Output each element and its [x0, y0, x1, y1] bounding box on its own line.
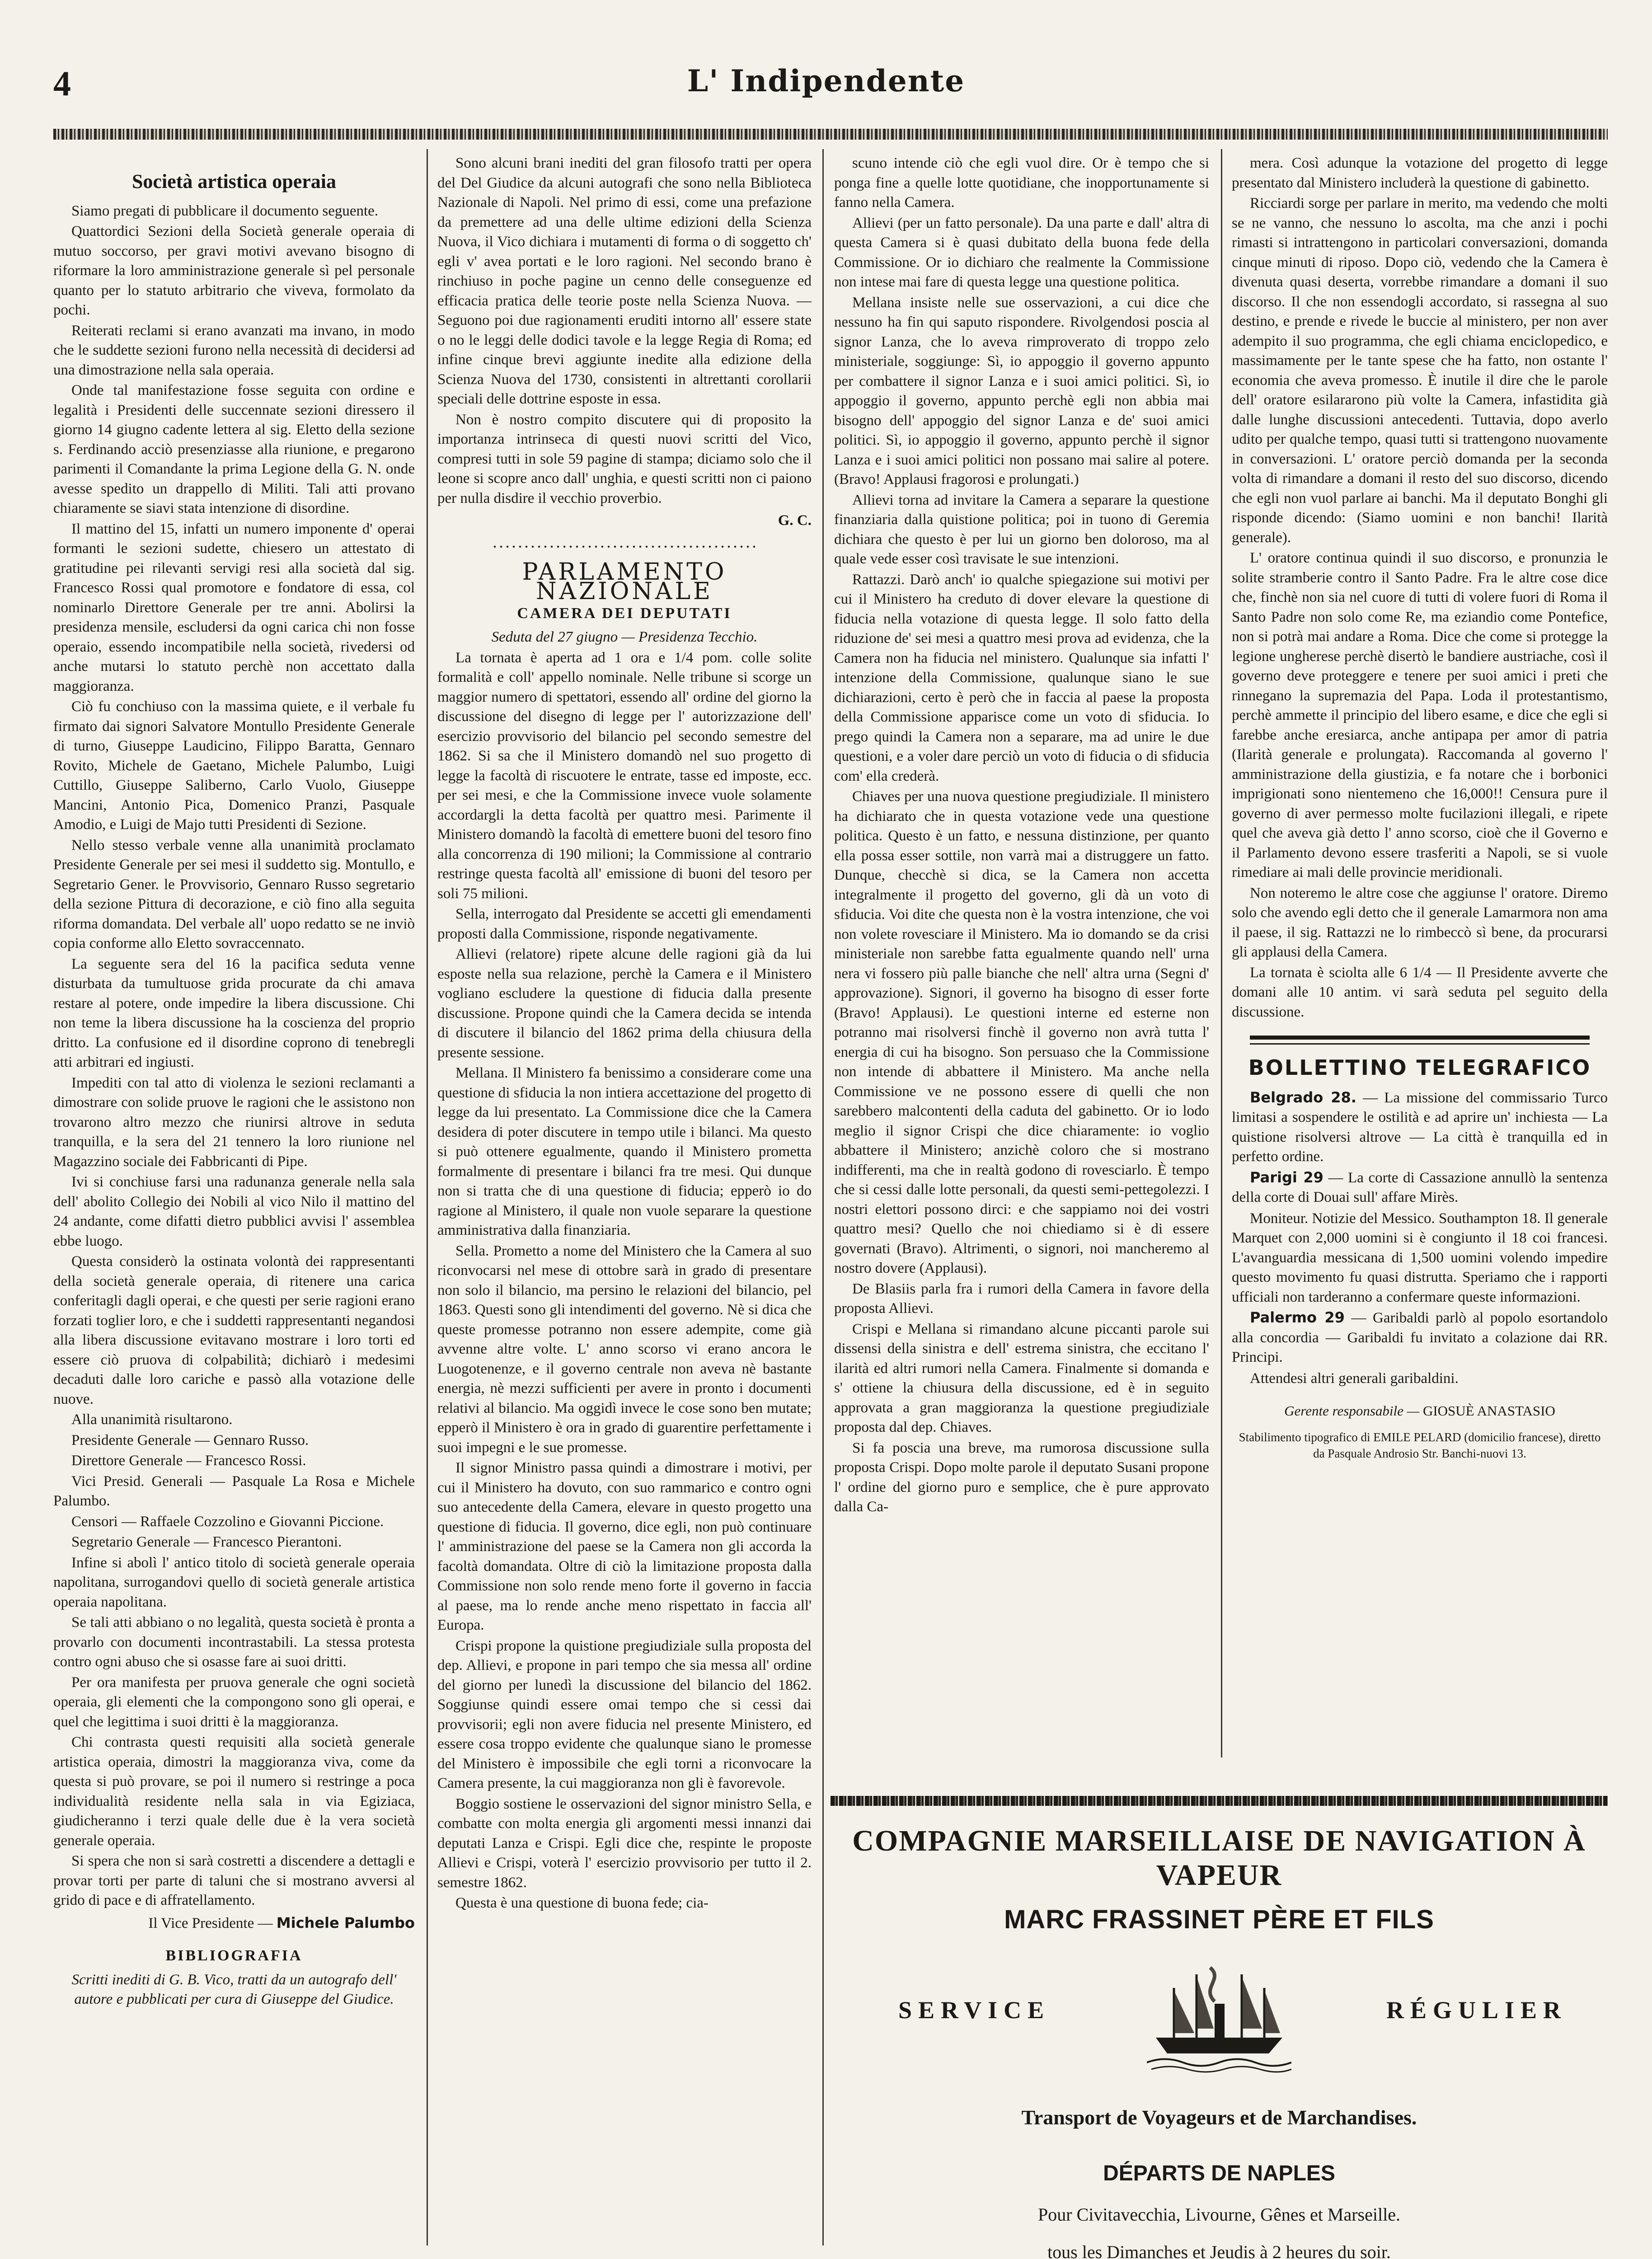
paragraph: Il mattino del 15, infatti un numero imponente d' operai formanti le sezioni sudette, chiesero un attestato di gratitudine pei rilevanti servigi resi alla società dal sig. Francesco Rossi qual promotore e fondatore di essa, col nominarlo Direttore Generale per tre anni. Abolirsi la presidenza mensile, escludersi da ogni carica chi non fosse operaio, essendo incompatibile nella società, rivedersi od anche mutarsi lo statuto perchè non accettato dalla maggioranza.: [53, 520, 415, 694]
article-title: Società artistica operaia: [131, 170, 337, 192]
column-2: [437, 154, 812, 2259]
paragraph: Onde tal manifestazione fosse seguita con ordine e legalità i Presidenti delle succennate sezioni diressero il giorno 14 giugno cadente lettera al sig. Eletto della sezione s. Ferdinando acciò presenziasse alla riunione, e pregarono parimenti il Comandante la prima Legione della G. N. onde avesse spedito un drappello di Militi. Tali atti provano chiaramente se siavi stata intenzione di disordine.: [53, 382, 415, 516]
ornament-separator: [492, 544, 757, 550]
paragraph: Reiterati reclami si erano avanzati ma invano, in modo che le suddette sezioni furono nella necessità di decidersi ad una dimostrazione nella sala operaia.: [53, 322, 415, 378]
paragraph: Si fa poscia una breve, ma rumorosa discussione sulla proposta Crispi. Dopo molte parole il deputato Susani propone l' ordine del giorno puro e semplice, che è pure approvato dalla Ca-: [834, 1439, 1209, 1515]
telegram-item: [1232, 1088, 1608, 1167]
article-body: [53, 202, 415, 1911]
paragraph: Non è nostro compito discutere qui di proposito la importanza intrinseca di questi nuovi scritti del Vico, compresi tutti in sole 59 pagine di stampa; diciamo solo che il leone si scopre anco dall' unghia, e questi scritti non ci paiono per nulla disdire il vecchio proverbio.: [437, 411, 812, 506]
telegram-list: [1232, 1088, 1608, 1389]
paragraph: Ivi si conchiuse farsi una radunanza generale nella sala dell' abolito Collegio dei Nobili al vico Nilo il mattino del 24 andante, come difatti dietro pubblici avvisi l' assemblea ebbe luogo.: [53, 1174, 415, 1249]
paragraph: Rattazzi. Darò anch' io qualche spiegazione sui motivi per cui il Ministero ha creduto di dover elevare la questione di fiducia nella votazione di questa legge. Il solo fatto della riduzione de' sei mesi a quattro mesi prova ad evidenza, che la Camera non ha fiducia nel ministero. Qualunque sia infatti l' intenzione della Commissione, qualunque siano le sue dichiarazioni, certo è però che in faccia al paese la proposta della Commissione apparisce come un voto di sfiducia. Io prego quindi la Camera non a separare, ma ad unire le due questioni, e a voler dare perciò un voto di fiducia o di sfiducia com' ella crederà.: [834, 571, 1209, 784]
paragraph: Questa considerò la ostinata volontà dei rappresentanti della società generale operaia, di ritenere una carica conferitagli dagli operai, e che questi per serie ragioni erano forzati toglier loro, e che i suddetti rappresentanti negandosi alla libera discussione evitavano mostrare i loro torti ed essere ciò pruova di colpabilità; dichiarò i medesimi decaduti dalle loro cariche e passò alla votazione delle nuove.: [53, 1253, 415, 1407]
chamber-heading: CAMERA DEI DEPUTATI: [517, 605, 732, 622]
telegram-item: [1232, 1369, 1608, 1389]
gerente-label: Gerente responsabile —: [1284, 1403, 1420, 1419]
paragraph: Mellana. Il Ministero fa benissimo a considerare come una questione di sfiducia la non intiera accettazione del progetto di legge da lui presentato. La Commissione dice che la Camera desidera di poter discutere in tempo utile i bilanci. Ma questo si può ottenere egualmente, quando il Ministero prometta formalmente di presentare i bilanci fra tre mesi. Qui dunque non si tratta che di una questione di fiducia; epperò io do ragione al Ministero, il quale non vuole separare la questione amministrativa dalla finanziaria.: [437, 1065, 812, 1238]
paragraph: Il signor Ministro passa quindi a dimostrare i motivi, per cui il Ministero ha dovuto, con suo rammarico e contro ogni suo antecedente della Camera, elevare in questo progetto una questione di fiducia. Il governo, dice egli, non può continuare l' amministrazione del paese se la Camera non gli accorda la facoltà domandata. Oltre di ciò la limitazione proposta dalla Commissione non solo rende meno forte il governo in faccia al paese, ma lo rende anche meno rispettato in faccia all' Europa.: [437, 1460, 812, 1633]
bulletin-rule-thick: [1250, 1036, 1590, 1040]
telegram-text: Attendesi altri generali garibaldini.: [1250, 1370, 1459, 1387]
paragraph: Mellana insiste nelle sue osservazioni, a cui dice che nessuno ha fin qui saputo rispondere. Rivolgendosi poscia al signor Lanza, che lo aveva rimproverato di troppo zelo ministeriale, soggiunge: Sì, io appoggio il governo appunto per combattere il signor Lanza e i suoi amici politici. Sì, io appoggio il governo, appunto perchè egli non abbia mai bisogno dell' appoggio del signor Lanza e de' suoi amici politici. Sì, io appoggio il governo, appunto perchè il signor Lanza e i suoi amici politici non possano mai salire al potere. (Bravo! Applausi fragorosi e prolungati.): [834, 294, 1209, 487]
bibliography-text: [53, 1970, 415, 2010]
paragraph: Presidente Generale — Gennaro Russo.: [71, 1432, 309, 1448]
telegram-place: Palermo 29: [1250, 1309, 1345, 1326]
telegram-item: [1232, 1168, 1608, 1208]
telegram-text: — Garibaldi parlò al popolo esortandolo alla concordia — Garibaldi fu invitato a colazione dai RR. Principi.: [1232, 1310, 1608, 1365]
paragraph: Sella. Prometto a nome del Ministero che la Camera al suo riconvocarsi nel mese di ottobre sarà in grado di presentare non solo il bilancio, ma persino le relazioni del bilancio, pel 1863. Questi sono gli intendimenti del governo. Nè si dica che queste promesse potranno non essere adempite, come già avvenne altre volte. L' anno scorso vi erano ancora le Luogotenenze, e il governo centrale non aveva nè bastante energia, nè mezzi sufficienti per avere in pronto i documenti relativi al bilancio. Ma oggidì invece le cose sono ben mutate; epperò il Ministero è ora in grado di guarentire perfettamente i suoi impegni e le sue promesse.: [437, 1242, 812, 1456]
paragraph: Impediti con tal atto di violenza le sezioni reclamanti a dimostrare con solide pruove le ragioni che le assistono non trovarono altro mezzo che riunirsi altrove in seduta tranquilla, e la sera del 21 tennero la loro riunione nel Magazzino sociale dei Fabbricanti di Pipe.: [53, 1074, 415, 1170]
telegram-item: [1232, 1308, 1608, 1368]
telegram-text: Moniteur. Notizie del Messico. Southampton 18. Il generale Marquet con 2,000 uomini si è congiunto il 18 coi francesi. L'avanguardia messicana di 1,500 uomini volendo impedire questo movimento fu quasi distrutta. Speriamo che i rapporti ufficiali non tarderanno a confermare queste informazioni.: [1232, 1210, 1608, 1305]
departures-heading: DÉPARTS DE NAPLES: [1103, 2161, 1335, 2185]
paragraph: Ciò fu conchiuso con la massima quiete, e il verbale fu firmato dai signori Salvatore Montullo Presidente Generale di turno, Giuseppe Laudicino, Filippo Baratta, Gennaro Rovito, Michele de Gaetano, Michele Palumbo, Luigi Cuttillo, Giuseppe Saliberno, Carlo Vuolo, Giuseppe Mancini, Antonio Pica, Domenico Pranzi, Pasquale Amodio, e Luigi de Majo tutti Presidenti di Sezione.: [53, 698, 415, 833]
paragraph: Questa è una questione di buona fede; cia-: [455, 1895, 709, 1911]
paragraph: Crispi e Mellana si rimandano alcune piccanti parole sui dissensi della sinistra e dell' estrema sinistra, che eccitano l' ilarità ed altri rumori nella Camera. Finalmente si domanda e s' ottiene la chiusura della discussione, ed è in seguito approvata a gran maggioranza la questione pregiudiziale proposta dal dep. Chiaves.: [834, 1321, 1209, 1435]
service-row: [831, 1961, 1608, 2083]
paragraph: La tornata è aperta ad 1 ora e 1/4 pom. colle solite formalità e coll' appello nominale. Nelle tribune si scorge un maggior numero di spettatori, essendo all' ordine del giorno la discussione del disegno di legge per l' autorizzazione dell' esercizio provvisorio del bilancio pel secondo semestre del 1862. Si sa che il Ministero domandò nel suo progetto di legge la facoltà di riscuotere le entrate, tasse ed imposte, ecc. per sei mesi, e che la Commissione invece vuole solamente accordargli la detta facoltà per quattro mesi. Parimente il Ministero domandò la facoltà di emettere buoni del tesoro fino alla concorrenza di 190 milioni; la Commissione al contrario restringe questa facoltà all' emissione di buoni del tesoro per soli 75 milioni.: [437, 649, 812, 902]
signature-prefix: Il Vice Presidente —: [148, 1915, 273, 1931]
page-number: 4: [53, 64, 71, 103]
column-rule: [427, 149, 428, 2245]
gerente-line: [1232, 1401, 1608, 1421]
paragraph: Chiaves per una nuova questione pregiudiziale. Il ministero ha dichiarato che in questa votazione vede una questione politica. Questo è un fatto, e nessuna distinzione, per quanto ella possa esser sottile, non varrà mai a distruggere un fatto. Dunque, checchè si dica, se la Camera non accetta integralmente il progetto del governo, gli dà un voto di sfiducia. Voi dite che questa non è la vostra intenzione, che voi non volete rovesciare il Ministero. Ma io domando se da crisi ministeriale non sarebbe fatta egualmente quando nell' urna nera vi fossero più palle bianche che nell' altra urna (Segni d' approvazione). Signori, il governo ha bisogno di esser forte (Bravo! Applausi). Le questioni interne ed esterne non potranno mai risolversi finchè il governo non avrà tutta l' energia di cui ha bisogno. Son persuaso che la Commissione non intende di abbattere il Ministero. Ma anche nella Commissione ve ne possono essere di quelli che non sarebbero malcontenti della caduta del gabinetto. Or io lodo meglio il signor Crispi che dice chiaramente: io voglio abbattere il Ministero; anzichè coloro che si mostrano indifferenti, ma che in realtà godono di rovesciarlo. È tempo che si cessi dalle lotte personali, da questi semi-pettegolezzi. I nostri elettori possono dirci: e che sappiamo noi dei vostri quattro mesi? Quello che noi chiediamo si è di essere governati (Bravo). Altrimenti, o signori, noi mancheremo al nostro dovere (Applausi).: [834, 788, 1209, 1276]
telegram-place: Belgrado 28.: [1250, 1088, 1356, 1106]
bibliography-heading: BIBLIOGRAFIA: [165, 1947, 303, 1964]
paragraph: Allievi torna ad invitare la Camera a separare la questione finanziaria dalla quistione politica; poi in tuono di Geremia dichiara che questo è per lui un giorno ben doloroso, ma al quale vede esser così travisate le sue intenzioni.: [834, 492, 1209, 567]
column-rule: [822, 149, 824, 2245]
parliament-report-end: [1232, 154, 1608, 1022]
masthead: L' Indipendente: [687, 63, 965, 98]
paragraph: Crispi propone la quistione pregiudiziale sulla proposta del dep. Allievi, e propone in pari tempo che sia messa all' ordine del giorno per lunedì la discussione del bilancio del 1862. Soggiunse quindi essere omai tempo che si cessi dai provvisorii; egli non avere fiducia nel presente Ministero, ed essere cosa troppo evidente che qualunque siano le promesse del Ministero è impossibile che egli torni a riconvocare la Camera presente, la cui maggioranza non gli è favorevole.: [437, 1637, 812, 1791]
advertisement-rule: [831, 1796, 1608, 1806]
paragraph: mera. Così adunque la votazione del progetto di legge presentato dal Ministero includerà la questione di gabinetto.: [1232, 155, 1608, 191]
telegram-item: [1232, 1209, 1608, 1308]
shipping-advertisement: [831, 1796, 1608, 2259]
transport-line: Transport de Voyageurs et de Marchandises.: [1021, 2106, 1417, 2129]
paragraph: Alla unanimità risultarono.: [71, 1411, 233, 1428]
paragraph: scuno intende ciò che egli vuol dire. Or è tempo che si ponga fine a quelle lotte quotidiane, che inopportunamente si fanno nella Camera.: [834, 155, 1209, 211]
signature-line: [53, 1913, 415, 1934]
paragraph: Ricciardi sorge per parlare in merito, ma vedendo che molti se ne vanno, che nessuno lo ascolta, ma che anzi i pochi rimasti si intrattengono in particolari conversazioni, domanda cinque minuti di riposo. Dopo ciò, vedendo che la Camera è divenuta quasi deserta, vorrebbe rimandare a domani il suo discorso. Il che non essendogli accordato, si rassegna al suo destino, e prende e rivede le buccie al ministero, per non aver adempito il suo programma, che egli chiama enciclopedico, e massimamente per le tante spese che ha fatto, non ostante l' economia che aveva promesso. È inutile il dire che le parole dell' oratore esilararono più volte la Camera, infastidita già dalle lunghe discussioni antecedenti. Tuttavia, dopo averlo udito per qualche tempo, quasi tutti si trattengono nuovamente in conversazioni. L' oratore perciò domanda per la seconda volta di rimandare a domani il resto del suo discorso, dicendo che egli non vuol parlare ai banchi. Ma il deputato Bonghi gli risponde dicendo: (Siamo uomini e non banchi! Ilarità generale).: [1232, 195, 1608, 546]
bulletin-heading: BOLLETTINO TELEGRAFICO: [1248, 1055, 1591, 1080]
paragraph: Se tali atti abbiano o no legalità, questa società è pronta a provarlo con documenti incontrastabili. La stessa protesta contro ogni abuso che si osasse fare ai suoi dritti.: [53, 1614, 415, 1670]
paragraph: Boggio sostiene le osservazioni del signor ministro Sella, e combatte con molta energia gli argomenti messi innanzi dai deputati Lanza e Crispi. Egli dice che, respinte le proposte Allievi e Crispi, voterà l' esercizio provvisorio per tutto il 2. semestre 1862.: [437, 1795, 812, 1891]
column-4: [1232, 154, 1608, 1780]
paragraph: La tornata è sciolta alle 6 1/4 — Il Presidente avverte che domani alle 10 antim. vi sarà seduta pel seguito della discussione.: [1232, 964, 1608, 1020]
paragraph: Per ora manifesta per pruova generale che ogni società operaia, gli elementi che la compongono sono gli operai, e quel che legittima i suoi dritti è la maggioranza.: [53, 1674, 415, 1730]
session-text: Seduta del 27 giugno — Presidenza Tecchio.: [491, 629, 758, 645]
parliament-heading: PARLAMENTO NAZIONALE: [522, 558, 727, 605]
paragraph: Direttore Generale — Francesco Rossi.: [71, 1453, 306, 1469]
bibliography-italic: Scritti inediti di G. B. Vico, tratti da un autografo dell' autore e pubblicati per cura di Giuseppe del Giudice.: [71, 1971, 397, 2007]
parliament-report: [437, 648, 812, 1913]
paragraph: Allievi (per un fatto personale). Da una parte e dall' altra di questa Camera si è quasi dubitato della buona fede della Commissione. Or io dichiaro che realmente la Commissione non intese mai fare di questa legge una questione politica.: [834, 215, 1209, 290]
telegram-place: Parigi 29: [1250, 1168, 1323, 1186]
paragraph: Sella, interrogato dal Presidente se accetti gli emendamenti proposti dalla Commissione, risponde negativamente.: [437, 906, 812, 942]
paragraph: Nello stesso verbale venne alla unanimità proclamato Presidente Generale per sei mesi il suddetto sig. Montullo, e Segretario Gener. le Provvisorio, Gennaro Russo segretario della sezione Pittura di decorazione, e ciò fino alla seguita riforma domandata. Del verbale all' uopo redatto se ne inviò copia conforme allo Eletto sovraccennato.: [53, 837, 415, 951]
colophon: Stabilimento tipografico di EMILE PELARD (domicilio francese), diretto da Pasquale Androsio Str. Banchi-nuovi 13.: [1239, 1430, 1601, 1460]
paragraph: La seguente sera del 16 la pacifica seduta venne disturbata da tumultuose grida procurate da chi amava restare al potere, onde impedire la libera discussione. Chi non teme la libera discussione ha la coscienza del proprio dritto. La confusione ed il disordine coprono di tenebregli atti arbitrari ed ingiusti.: [53, 956, 415, 1070]
paragraph: Non noteremo le altre cose che aggiunse l' oratore. Diremo solo che avendo egli detto che il generale Lamarmora non ama il paese, il sig. Rattazzi ne lo rimbeccò sì bene, da procurarsi gli applausi della Camera.: [1232, 885, 1608, 960]
vico-review: [437, 154, 812, 508]
paragraph: Sono alcuni brani inediti del gran filosofo tratti per opera del Del Giudice da alcuni autografi che sono nella Biblioteca Nazionale di Napoli. Nel primo di essi, come una prefazione da premettere ad una delle ultime edizioni della Scienza Nuova, il Vico dichiara i mutamenti di forma o di soggetto ch' egli v' avea portati e le loro ragioni. Nel secondo brano è rinchiuso in poche pagine un cenno delle conseguenze ed efficacia pratica delle teorie poste nella Scienza Nuova. — Seguono poi due ragionamenti eruditi intorno all' essere state o no le leggi delle dodici tavole e la legge Regia di Roma; ed infine cinque brevi aggiunte inedite alla edizione della Scienza Nuova del 1730, consistenti in altrettanti corollarii speciali delle dottrine esposte in essa.: [437, 155, 812, 407]
steamship-icon: [1147, 1961, 1291, 2074]
column-1: [53, 154, 415, 2259]
schedule-line: tous les Dimanches et Jeudis à 2 heures du soir.: [1047, 2242, 1391, 2259]
bulletin-rule-thin: [1250, 1043, 1590, 1045]
paragraph: Allievi (relatore) ripete alcune delle ragioni già da lui esposte nella sua relazione, perchè la Camera e il Ministero vogliano escludere la questione di fiducia dalla presente discussione. Propone quindi che la Camera decida se intenda di discutere il bilancio del 1862 prima della chiusura della presente sessione.: [437, 946, 812, 1061]
paragraph: Censori — Raffaele Cozzolino e Giovanni Piccione.: [71, 1513, 384, 1530]
gerente-name: GIOSUÈ ANASTASIO: [1422, 1403, 1555, 1419]
paragraph: Segretario Generale — Francesco Pierantoni.: [71, 1534, 342, 1550]
column-3: [834, 154, 1209, 1780]
paragraph: Chi contrasta questi requisiti alla società generale artistica operaia, dimostri la maggioranza viva, come da questa si può provare, se poi il numero si restringe a poca individualità residente nella sala in via Egiziaca, giudicheranno i terzi quale delle due è la vera società generale operaia.: [53, 1734, 415, 1849]
paragraph: L' oratore continua quindi il suo discorso, e pronunzia le solite stramberie contro il Santo Padre. Fra le altre cose dice che, finchè non sia nel cuore di tutti di volere fuori di Roma il Santo Padre non solo come Re, ma eziandio come Pontefice, non si potrà mai andare a Roma. Dice che come si protegge la legione ungherese perchè disertò le bandiere austriache, così il governo deve proteggere e tenere per suoi amici i preti che rinnegano la supremazia del Papa. Loda il protestantismo, perchè ammette il principio del libero esame, e dice che egli si farebbe anche eresiarca, anche antipapa per amor di patria (Ilarità generale e prolungata). Raccomanda al governo l' amministrazione della giustizia, e fa notare che i borbonici imprigionati sono nientemeno che 16,000!! Censura pure il governo di aver permesso molte fucilazioni illegali, e ripete quel che aveva già detto l' anno scorso, cioè che il Governo e il Parlamento devono essere trasferiti a Napoli, se si vuole rimediare ai mali delle provincie meridionali.: [1232, 550, 1608, 881]
paragraph: Infine si abolì l' antico titolo di società generale operaia napolitana, surrogandovi quello di società generale artistica operaia napolitana.: [53, 1554, 415, 1610]
telegram-text: — La missione del commissario Turco limitasi a sospendere le ostilità e ad aprire un' inchiesta — La quistione risolversi altrove — La città è tranquilla ed in perfetto ordine.: [1232, 1089, 1608, 1165]
review-initials: G. C.: [778, 512, 812, 529]
advertisement-title: COMPAGNIE MARSEILLAISE DE NAVIGATION À VAPEUR: [852, 1824, 1586, 1892]
paragraph: Si spera che non si sarà costretti a discendere a dettagli e provar torti per parte di taluni che si mostrano avversi al grido di pace e di affratellamento.: [53, 1853, 415, 1908]
service-right: RÉGULIER: [1386, 1997, 1567, 2024]
paragraph: De Blasiis parla fra i rumori della Camera in favore della proposta Allievi.: [834, 1280, 1209, 1317]
column-rule: [1221, 149, 1222, 1758]
paragraph: Siamo pregati di pubblicare il documento seguente.: [71, 202, 379, 219]
service-left: SERVICE: [898, 1997, 1051, 2024]
session-line: [437, 628, 812, 647]
paragraph: Quattordici Sezioni della Società generale operaia di mutuo soccorso, per gravi motivi avevano bisogno di riformare la loro amministrazione generale sì pel personale quanto per lo statuto arbitrario che viveva, formolato da pochi.: [53, 223, 415, 318]
parliament-report-continued: [834, 154, 1209, 1517]
paragraph: Vici Presid. Generali — Pasquale La Rosa e Michele Palumbo.: [53, 1473, 415, 1509]
signature-name: Michele Palumbo: [276, 1914, 415, 1931]
top-rule: [53, 129, 1608, 140]
advertisement-subtitle: MARC FRASSINET PÈRE ET FILS: [1004, 1905, 1434, 1934]
destinations-line: Pour Civitavecchia, Livourne, Gênes et Marseille.: [1038, 2204, 1400, 2225]
telegram-text: — La corte di Cassazione annullò la sentenza della corte di Douai sull' affare Mirès.: [1232, 1169, 1608, 1205]
